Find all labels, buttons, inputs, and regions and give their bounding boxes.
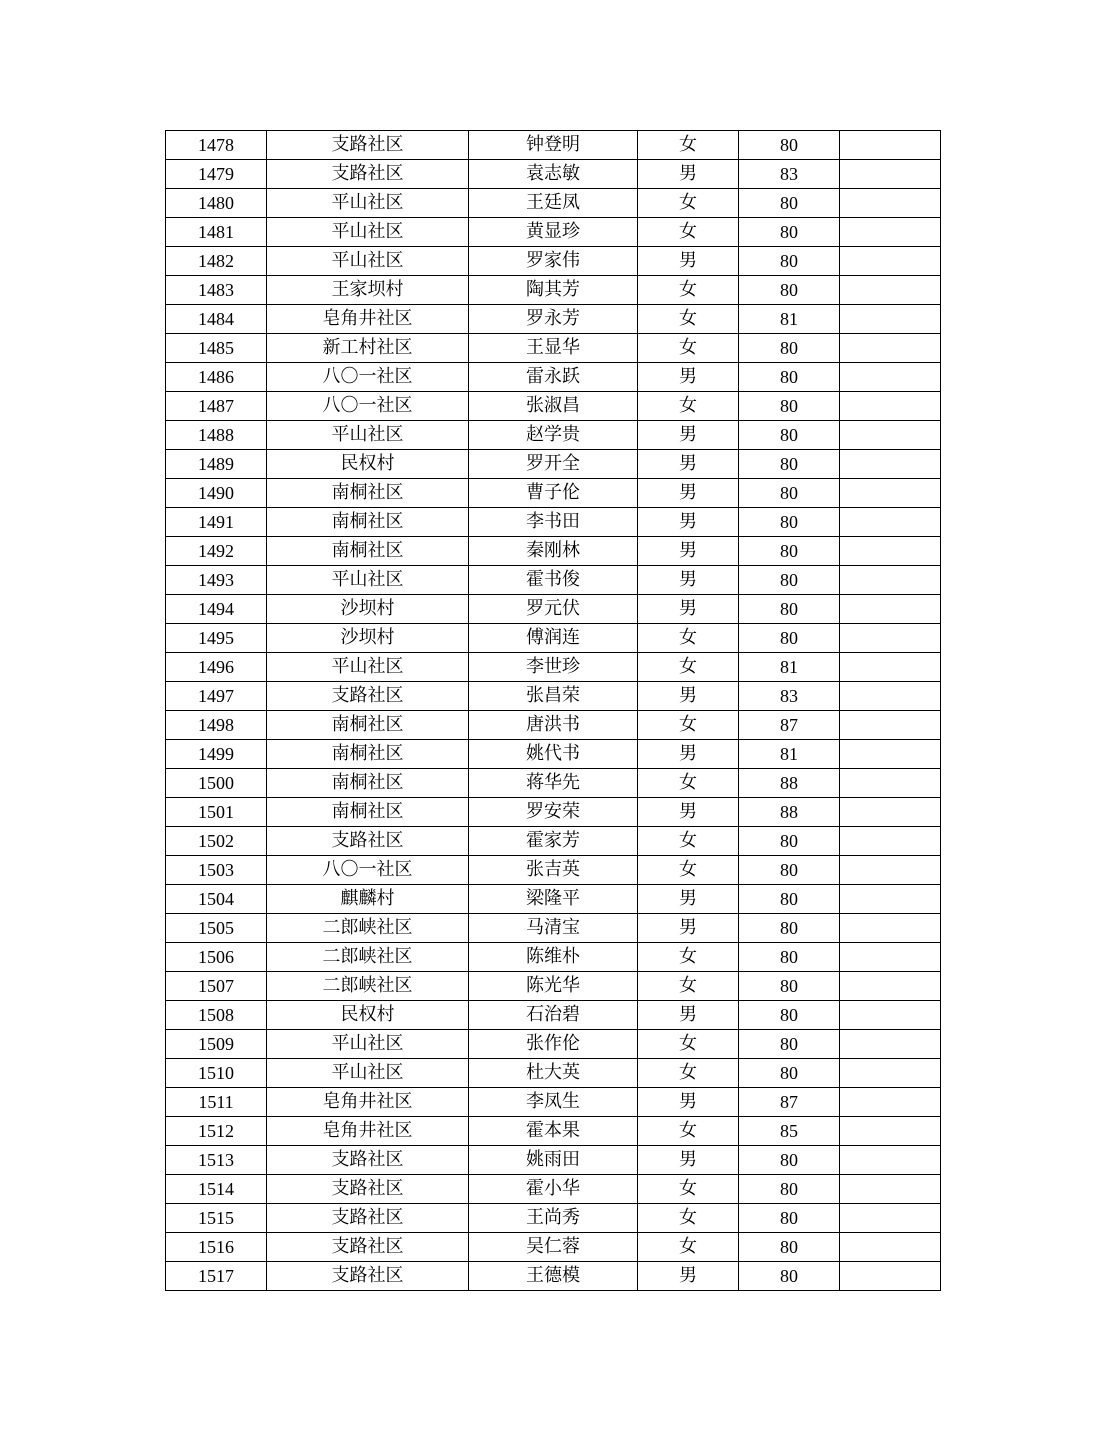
age-cell: 80 bbox=[739, 1262, 840, 1291]
note-cell bbox=[840, 305, 941, 334]
age-cell: 80 bbox=[739, 972, 840, 1001]
gender-cell: 女 bbox=[638, 1175, 739, 1204]
person-name-cell: 李书田 bbox=[469, 508, 638, 537]
note-cell bbox=[840, 218, 941, 247]
gender-cell: 女 bbox=[638, 943, 739, 972]
row-number-cell: 1490 bbox=[166, 479, 267, 508]
table-row bbox=[166, 247, 941, 276]
note-cell bbox=[840, 1001, 941, 1030]
gender-cell: 女 bbox=[638, 392, 739, 421]
row-number-cell: 1501 bbox=[166, 798, 267, 827]
row-number-cell: 1504 bbox=[166, 885, 267, 914]
row-number-cell: 1481 bbox=[166, 218, 267, 247]
person-name-cell: 李世珍 bbox=[469, 653, 638, 682]
table-row bbox=[166, 566, 941, 595]
person-name-cell: 王廷凤 bbox=[469, 189, 638, 218]
gender-cell: 女 bbox=[638, 624, 739, 653]
age-cell: 85 bbox=[739, 1117, 840, 1146]
gender-cell: 女 bbox=[638, 1204, 739, 1233]
note-cell bbox=[840, 334, 941, 363]
roster-body bbox=[166, 131, 941, 1291]
roster-table bbox=[165, 130, 941, 1291]
gender-cell: 男 bbox=[638, 1088, 739, 1117]
community-cell: 麒麟村 bbox=[267, 885, 469, 914]
community-cell: 皂角井社区 bbox=[267, 305, 469, 334]
person-name-cell: 雷永跃 bbox=[469, 363, 638, 392]
row-number-cell: 1491 bbox=[166, 508, 267, 537]
community-cell: 支路社区 bbox=[267, 1175, 469, 1204]
person-name-cell: 张吉英 bbox=[469, 856, 638, 885]
note-cell bbox=[840, 1117, 941, 1146]
age-cell: 80 bbox=[739, 1146, 840, 1175]
community-cell: 支路社区 bbox=[267, 1146, 469, 1175]
table-row bbox=[166, 740, 941, 769]
gender-cell: 女 bbox=[638, 972, 739, 1001]
community-cell: 平山社区 bbox=[267, 653, 469, 682]
age-cell: 80 bbox=[739, 1175, 840, 1204]
community-cell: 平山社区 bbox=[267, 247, 469, 276]
age-cell: 80 bbox=[739, 189, 840, 218]
note-cell bbox=[840, 421, 941, 450]
table-row bbox=[166, 305, 941, 334]
community-cell: 皂角井社区 bbox=[267, 1088, 469, 1117]
person-name-cell: 蒋华先 bbox=[469, 769, 638, 798]
note-cell bbox=[840, 276, 941, 305]
person-name-cell: 钟登明 bbox=[469, 131, 638, 160]
row-number-cell: 1488 bbox=[166, 421, 267, 450]
community-cell: 支路社区 bbox=[267, 682, 469, 711]
age-cell: 80 bbox=[739, 450, 840, 479]
age-cell: 80 bbox=[739, 276, 840, 305]
community-cell: 皂角井社区 bbox=[267, 1117, 469, 1146]
note-cell bbox=[840, 189, 941, 218]
age-cell: 80 bbox=[739, 131, 840, 160]
community-cell: 沙坝村 bbox=[267, 595, 469, 624]
table-row bbox=[166, 160, 941, 189]
community-cell: 八〇一社区 bbox=[267, 392, 469, 421]
person-name-cell: 姚代书 bbox=[469, 740, 638, 769]
row-number-cell: 1516 bbox=[166, 1233, 267, 1262]
person-name-cell: 黄显珍 bbox=[469, 218, 638, 247]
gender-cell: 男 bbox=[638, 479, 739, 508]
person-name-cell: 傅润连 bbox=[469, 624, 638, 653]
person-name-cell: 唐洪书 bbox=[469, 711, 638, 740]
gender-cell: 男 bbox=[638, 247, 739, 276]
person-name-cell: 李凤生 bbox=[469, 1088, 638, 1117]
community-cell: 平山社区 bbox=[267, 218, 469, 247]
gender-cell: 男 bbox=[638, 798, 739, 827]
person-name-cell: 张淑昌 bbox=[469, 392, 638, 421]
gender-cell: 男 bbox=[638, 914, 739, 943]
note-cell bbox=[840, 131, 941, 160]
gender-cell: 女 bbox=[638, 1030, 739, 1059]
row-number-cell: 1517 bbox=[166, 1262, 267, 1291]
community-cell: 支路社区 bbox=[267, 131, 469, 160]
table-row bbox=[166, 537, 941, 566]
person-name-cell: 罗永芳 bbox=[469, 305, 638, 334]
table-row bbox=[166, 131, 941, 160]
table-row bbox=[166, 624, 941, 653]
row-number-cell: 1506 bbox=[166, 943, 267, 972]
gender-cell: 女 bbox=[638, 1059, 739, 1088]
person-name-cell: 王德模 bbox=[469, 1262, 638, 1291]
community-cell: 新工村社区 bbox=[267, 334, 469, 363]
table-row bbox=[166, 334, 941, 363]
age-cell: 80 bbox=[739, 914, 840, 943]
row-number-cell: 1503 bbox=[166, 856, 267, 885]
note-cell bbox=[840, 566, 941, 595]
note-cell bbox=[840, 943, 941, 972]
community-cell: 民权村 bbox=[267, 450, 469, 479]
table-row bbox=[166, 479, 941, 508]
gender-cell: 女 bbox=[638, 1233, 739, 1262]
table-row bbox=[166, 798, 941, 827]
age-cell: 80 bbox=[739, 537, 840, 566]
age-cell: 80 bbox=[739, 218, 840, 247]
row-number-cell: 1494 bbox=[166, 595, 267, 624]
row-number-cell: 1498 bbox=[166, 711, 267, 740]
note-cell bbox=[840, 1146, 941, 1175]
note-cell bbox=[840, 450, 941, 479]
gender-cell: 女 bbox=[638, 305, 739, 334]
row-number-cell: 1495 bbox=[166, 624, 267, 653]
community-cell: 南桐社区 bbox=[267, 537, 469, 566]
gender-cell: 男 bbox=[638, 566, 739, 595]
person-name-cell: 罗元伏 bbox=[469, 595, 638, 624]
table-row bbox=[166, 189, 941, 218]
person-name-cell: 赵学贵 bbox=[469, 421, 638, 450]
community-cell: 平山社区 bbox=[267, 1030, 469, 1059]
note-cell bbox=[840, 827, 941, 856]
age-cell: 88 bbox=[739, 769, 840, 798]
person-name-cell: 罗家伟 bbox=[469, 247, 638, 276]
note-cell bbox=[840, 1262, 941, 1291]
row-number-cell: 1500 bbox=[166, 769, 267, 798]
row-number-cell: 1486 bbox=[166, 363, 267, 392]
age-cell: 80 bbox=[739, 1059, 840, 1088]
note-cell bbox=[840, 247, 941, 276]
gender-cell: 男 bbox=[638, 595, 739, 624]
age-cell: 80 bbox=[739, 392, 840, 421]
person-name-cell: 张昌荣 bbox=[469, 682, 638, 711]
table-row bbox=[166, 218, 941, 247]
note-cell bbox=[840, 798, 941, 827]
age-cell: 80 bbox=[739, 566, 840, 595]
table-row bbox=[166, 769, 941, 798]
gender-cell: 男 bbox=[638, 1262, 739, 1291]
table-row bbox=[166, 392, 941, 421]
row-number-cell: 1492 bbox=[166, 537, 267, 566]
age-cell: 80 bbox=[739, 1233, 840, 1262]
gender-cell: 女 bbox=[638, 334, 739, 363]
age-cell: 87 bbox=[739, 711, 840, 740]
row-number-cell: 1480 bbox=[166, 189, 267, 218]
age-cell: 80 bbox=[739, 479, 840, 508]
note-cell bbox=[840, 1030, 941, 1059]
age-cell: 80 bbox=[739, 247, 840, 276]
age-cell: 83 bbox=[739, 160, 840, 189]
gender-cell: 男 bbox=[638, 1146, 739, 1175]
table-row bbox=[166, 914, 941, 943]
age-cell: 80 bbox=[739, 885, 840, 914]
person-name-cell: 梁隆平 bbox=[469, 885, 638, 914]
note-cell bbox=[840, 682, 941, 711]
community-cell: 支路社区 bbox=[267, 1204, 469, 1233]
person-name-cell: 王显华 bbox=[469, 334, 638, 363]
person-name-cell: 陶其芳 bbox=[469, 276, 638, 305]
community-cell: 支路社区 bbox=[267, 827, 469, 856]
age-cell: 81 bbox=[739, 653, 840, 682]
row-number-cell: 1485 bbox=[166, 334, 267, 363]
community-cell: 八〇一社区 bbox=[267, 363, 469, 392]
note-cell bbox=[840, 537, 941, 566]
age-cell: 80 bbox=[739, 1030, 840, 1059]
row-number-cell: 1487 bbox=[166, 392, 267, 421]
person-name-cell: 霍小华 bbox=[469, 1175, 638, 1204]
note-cell bbox=[840, 595, 941, 624]
community-cell: 沙坝村 bbox=[267, 624, 469, 653]
row-number-cell: 1510 bbox=[166, 1059, 267, 1088]
row-number-cell: 1489 bbox=[166, 450, 267, 479]
gender-cell: 男 bbox=[638, 450, 739, 479]
age-cell: 80 bbox=[739, 508, 840, 537]
person-name-cell: 霍家芳 bbox=[469, 827, 638, 856]
table-row bbox=[166, 595, 941, 624]
age-cell: 80 bbox=[739, 943, 840, 972]
note-cell bbox=[840, 160, 941, 189]
note-cell bbox=[840, 885, 941, 914]
person-name-cell: 吴仁蓉 bbox=[469, 1233, 638, 1262]
table-row bbox=[166, 1175, 941, 1204]
note-cell bbox=[840, 1204, 941, 1233]
table-row bbox=[166, 421, 941, 450]
row-number-cell: 1478 bbox=[166, 131, 267, 160]
person-name-cell: 袁志敏 bbox=[469, 160, 638, 189]
row-number-cell: 1511 bbox=[166, 1088, 267, 1117]
community-cell: 王家坝村 bbox=[267, 276, 469, 305]
person-name-cell: 杜大英 bbox=[469, 1059, 638, 1088]
note-cell bbox=[840, 479, 941, 508]
person-name-cell: 姚雨田 bbox=[469, 1146, 638, 1175]
table-row bbox=[166, 1117, 941, 1146]
community-cell: 二郎峡社区 bbox=[267, 972, 469, 1001]
community-cell: 支路社区 bbox=[267, 160, 469, 189]
gender-cell: 女 bbox=[638, 131, 739, 160]
gender-cell: 女 bbox=[638, 653, 739, 682]
person-name-cell: 张作伦 bbox=[469, 1030, 638, 1059]
gender-cell: 男 bbox=[638, 363, 739, 392]
row-number-cell: 1482 bbox=[166, 247, 267, 276]
age-cell: 87 bbox=[739, 1088, 840, 1117]
note-cell bbox=[840, 624, 941, 653]
age-cell: 80 bbox=[739, 1204, 840, 1233]
note-cell bbox=[840, 1088, 941, 1117]
row-number-cell: 1515 bbox=[166, 1204, 267, 1233]
person-name-cell: 霍书俊 bbox=[469, 566, 638, 595]
gender-cell: 男 bbox=[638, 508, 739, 537]
note-cell bbox=[840, 363, 941, 392]
table-row bbox=[166, 363, 941, 392]
gender-cell: 男 bbox=[638, 537, 739, 566]
community-cell: 平山社区 bbox=[267, 1059, 469, 1088]
row-number-cell: 1499 bbox=[166, 740, 267, 769]
gender-cell: 女 bbox=[638, 827, 739, 856]
community-cell: 支路社区 bbox=[267, 1233, 469, 1262]
table-row bbox=[166, 1233, 941, 1262]
gender-cell: 男 bbox=[638, 421, 739, 450]
person-name-cell: 罗安荣 bbox=[469, 798, 638, 827]
age-cell: 81 bbox=[739, 305, 840, 334]
row-number-cell: 1497 bbox=[166, 682, 267, 711]
community-cell: 二郎峡社区 bbox=[267, 943, 469, 972]
table-row bbox=[166, 1204, 941, 1233]
table-row bbox=[166, 943, 941, 972]
row-number-cell: 1483 bbox=[166, 276, 267, 305]
person-name-cell: 陈维朴 bbox=[469, 943, 638, 972]
community-cell: 南桐社区 bbox=[267, 479, 469, 508]
community-cell: 南桐社区 bbox=[267, 711, 469, 740]
table-row bbox=[166, 508, 941, 537]
table-row bbox=[166, 1262, 941, 1291]
note-cell bbox=[840, 508, 941, 537]
community-cell: 南桐社区 bbox=[267, 769, 469, 798]
row-number-cell: 1513 bbox=[166, 1146, 267, 1175]
age-cell: 80 bbox=[739, 334, 840, 363]
note-cell bbox=[840, 769, 941, 798]
age-cell: 88 bbox=[739, 798, 840, 827]
community-cell: 二郎峡社区 bbox=[267, 914, 469, 943]
gender-cell: 女 bbox=[638, 856, 739, 885]
age-cell: 80 bbox=[739, 856, 840, 885]
row-number-cell: 1502 bbox=[166, 827, 267, 856]
row-number-cell: 1493 bbox=[166, 566, 267, 595]
person-name-cell: 秦刚林 bbox=[469, 537, 638, 566]
note-cell bbox=[840, 711, 941, 740]
community-cell: 平山社区 bbox=[267, 566, 469, 595]
table-row bbox=[166, 1001, 941, 1030]
age-cell: 83 bbox=[739, 682, 840, 711]
note-cell bbox=[840, 914, 941, 943]
note-cell bbox=[840, 1059, 941, 1088]
gender-cell: 女 bbox=[638, 218, 739, 247]
person-name-cell: 霍本果 bbox=[469, 1117, 638, 1146]
table-row bbox=[166, 856, 941, 885]
table-row bbox=[166, 885, 941, 914]
gender-cell: 女 bbox=[638, 276, 739, 305]
age-cell: 80 bbox=[739, 363, 840, 392]
age-cell: 80 bbox=[739, 827, 840, 856]
age-cell: 80 bbox=[739, 595, 840, 624]
community-cell: 南桐社区 bbox=[267, 508, 469, 537]
community-cell: 民权村 bbox=[267, 1001, 469, 1030]
row-number-cell: 1509 bbox=[166, 1030, 267, 1059]
row-number-cell: 1484 bbox=[166, 305, 267, 334]
table-row bbox=[166, 653, 941, 682]
community-cell: 八〇一社区 bbox=[267, 856, 469, 885]
table-row bbox=[166, 1146, 941, 1175]
gender-cell: 男 bbox=[638, 682, 739, 711]
gender-cell: 女 bbox=[638, 1117, 739, 1146]
table-row bbox=[166, 450, 941, 479]
person-name-cell: 王尚秀 bbox=[469, 1204, 638, 1233]
age-cell: 80 bbox=[739, 1001, 840, 1030]
community-cell: 平山社区 bbox=[267, 421, 469, 450]
gender-cell: 女 bbox=[638, 769, 739, 798]
community-cell: 平山社区 bbox=[267, 189, 469, 218]
gender-cell: 男 bbox=[638, 1001, 739, 1030]
gender-cell: 男 bbox=[638, 885, 739, 914]
row-number-cell: 1496 bbox=[166, 653, 267, 682]
note-cell bbox=[840, 1175, 941, 1204]
note-cell bbox=[840, 1233, 941, 1262]
row-number-cell: 1514 bbox=[166, 1175, 267, 1204]
person-name-cell: 马清宝 bbox=[469, 914, 638, 943]
community-cell: 支路社区 bbox=[267, 1262, 469, 1291]
person-name-cell: 曹子伦 bbox=[469, 479, 638, 508]
table-row bbox=[166, 827, 941, 856]
table-row bbox=[166, 972, 941, 1001]
note-cell bbox=[840, 740, 941, 769]
row-number-cell: 1507 bbox=[166, 972, 267, 1001]
table-row bbox=[166, 1088, 941, 1117]
age-cell: 80 bbox=[739, 624, 840, 653]
person-name-cell: 石治碧 bbox=[469, 1001, 638, 1030]
age-cell: 80 bbox=[739, 421, 840, 450]
note-cell bbox=[840, 653, 941, 682]
gender-cell: 女 bbox=[638, 189, 739, 218]
note-cell bbox=[840, 972, 941, 1001]
community-cell: 南桐社区 bbox=[267, 740, 469, 769]
table-row bbox=[166, 1030, 941, 1059]
note-cell bbox=[840, 392, 941, 421]
gender-cell: 男 bbox=[638, 740, 739, 769]
note-cell bbox=[840, 856, 941, 885]
row-number-cell: 1508 bbox=[166, 1001, 267, 1030]
person-name-cell: 罗开全 bbox=[469, 450, 638, 479]
row-number-cell: 1512 bbox=[166, 1117, 267, 1146]
table-row bbox=[166, 682, 941, 711]
row-number-cell: 1479 bbox=[166, 160, 267, 189]
row-number-cell: 1505 bbox=[166, 914, 267, 943]
table-row bbox=[166, 711, 941, 740]
age-cell: 81 bbox=[739, 740, 840, 769]
community-cell: 南桐社区 bbox=[267, 798, 469, 827]
gender-cell: 男 bbox=[638, 160, 739, 189]
person-name-cell: 陈光华 bbox=[469, 972, 638, 1001]
table-row bbox=[166, 276, 941, 305]
table-row bbox=[166, 1059, 941, 1088]
gender-cell: 女 bbox=[638, 711, 739, 740]
